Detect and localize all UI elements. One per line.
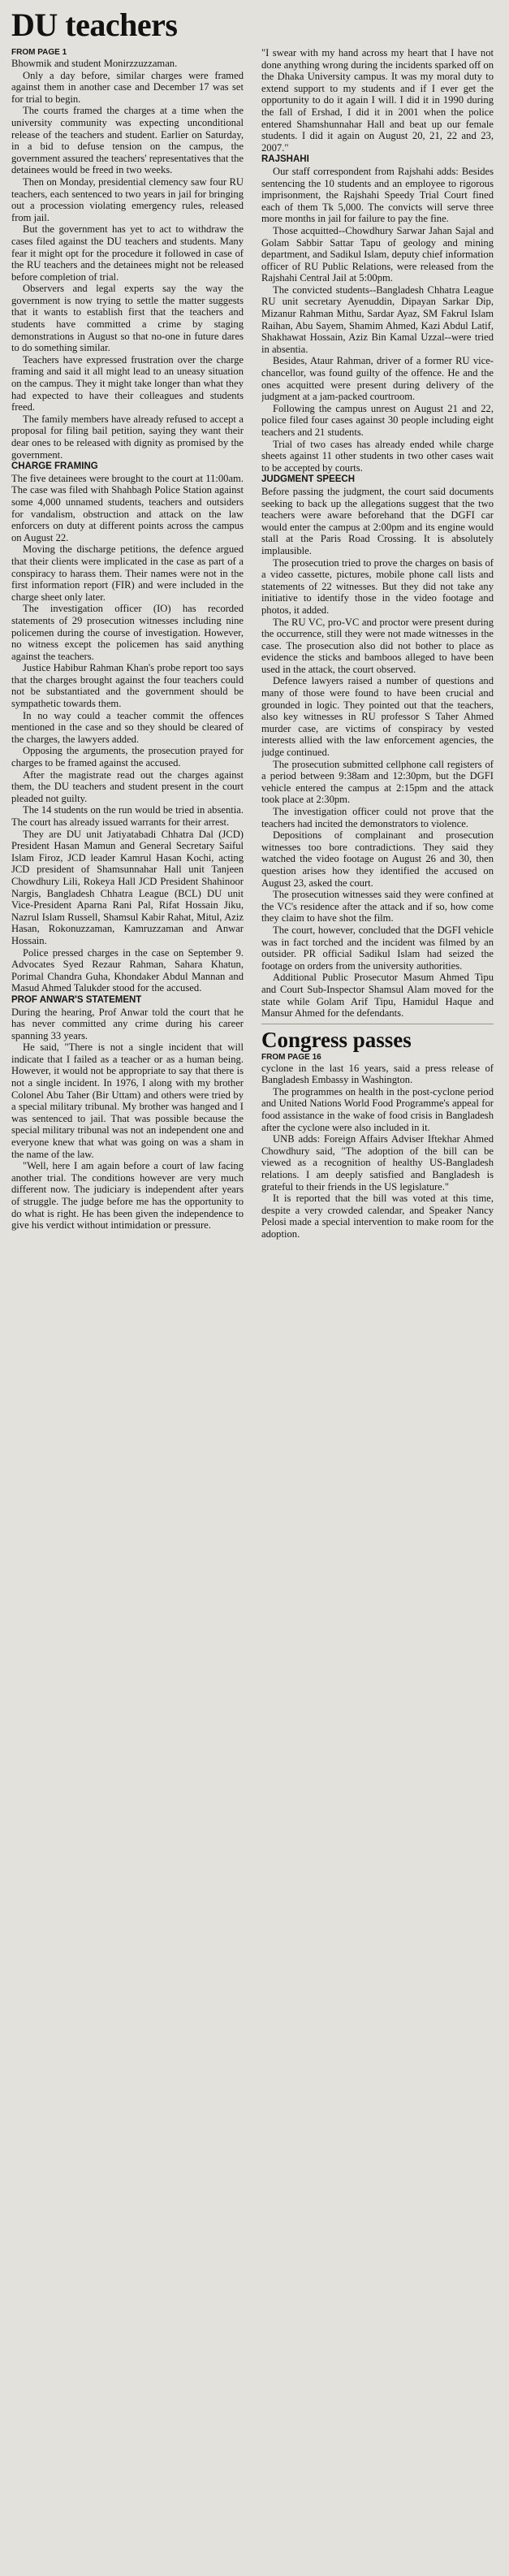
subhead-prof-anwar-statement: PROF ANWAR'S STATEMENT — [11, 994, 142, 1005]
body-paragraph: He said, "There is not a single incident that will indicate that I failed as a teacher or as a human being. However, it would not be appropriate to say that there is not a single incident. In 1976, I along with my brother Colonel Abu Taher (Bir Uttam) and others were tried by a special military tribunal. My brother was hanged and I was sentenced to jail. That was possible because the special military tribunal was not an independent one and everyone knew that what was going on was a sham in the name of the law. — [11, 1041, 244, 1160]
body-paragraph: In no way could a teacher commit the offences mentioned in the case and so they should be cleared of the charges, the lawyers added. — [11, 709, 244, 745]
body-paragraph: Only a day before, similar charges were framed against them in another case and December 17 was set for trial to begin. — [11, 69, 244, 105]
body-paragraph: They are DU unit Jatiyatabadi Chhatra Dal (JCD) President Hasan Mamun and General Secretary Saiful Islam Firoz, JCD leader Kamrul Hasan Kochi, acting JCD president of Shamsunnahar Hall unit Tanjeen Chowdhury Lili, Rokeya Hall JCD President Shahinoor Nargis, Bangladesh Chhatra League (BCL) DU unit Vice-President Aparna Rani Pal, Rifat Hossain Jiku, Nazrul Islam Russell, Shamsul Kabir Rahat, Mitul, Aziz Hasan, Rokonuzzaman, Kamruzzaman and Anwar Hossain. — [11, 828, 244, 946]
left-column — [11, 47, 244, 2570]
body-paragraph: But the government has yet to act to withdraw the cases filed against the DU teachers and students. Many fear it might opt for the procedure it followed in case of the RU teachers and the detainees might not be released before completion of trial. — [11, 223, 244, 283]
body-paragraph: cyclone in the last 16 years, said a press release of Bangladesh Embassy in Washington. — [261, 1062, 494, 1086]
body-paragraph: The five detainees were brought to the court at 11:00am. The case was filed with Shahbagh Police Station against some 4,000 unnamed students, teachers and outsiders for vandalism, obstruction and attack on the law enforcers on duty at different points across the campus on August 22. — [11, 472, 244, 543]
body-paragraph: It is reported that the bill was voted at this time, despite a very crowded calendar, and Speaker Nancy Pelosi made a special intervention to make room for the adoption. — [261, 1193, 494, 1240]
body-paragraph: "Well, here I am again before a court of law facing another trial. The conditions however are very much different now. The judiciary is independent after years of struggle. The judge before me has the opportunity to do what is right. He has been given the independence to give his verdict without intimidation or pressure. — [11, 1160, 244, 1232]
body-paragraph: Those acquitted--Chowdhury Sarwar Jahan Sajal and Golam Sabbir Sattar Tapu of geology and mining department, and Sadikul Islam, deputy chief information officer of RU Public Relations, were released from the Rajshahi Central Jail at 5:00pm. — [261, 224, 494, 284]
right-column — [261, 47, 494, 2570]
body-paragraph: "I swear with my hand across my heart that I have not done anything wrong during the incidents sparked off on the Dhaka University campus. It was my moral duty to extend support to my students and if I ever get the opportunity to do it again I will. I did it in 1990 during the fall of Ershad, I did it in 2001 when the police entered Shamshunnahar Hall and beat up our female students. I did it again on August 20, 21, 22 and 23, 2007." — [261, 47, 494, 154]
body-paragraph: Teachers have expressed frustration over the charge framing and said it all might lead to an uneasy situation on the campus. They it might take longer than what they had expected to have their colleagues and students freed. — [11, 353, 244, 413]
body-paragraph: Then on Monday, presidential clemency saw four RU teachers, each sentenced to two years in jail for bringing out a procession violating emergency rules, released from jail. — [11, 175, 244, 223]
body-paragraph: Moving the discharge petitions, the defence argued that their clients were implicated in the case as part of a conspiracy to harass them. Their names were not in the first information report (FIR) and were included in the charge sheet only later. — [11, 543, 244, 603]
body-paragraph: The programmes on health in the post-cyclone period and United Nations World Food Programme's appeal for food assistance in the wake of food crisis in Bangladesh after the cyclone were also included in it. — [261, 1085, 494, 1133]
body-paragraph: Before passing the judgment, the court said documents seeking to back up the allegations suggest that the two teachers were aware beforehand that the DGFI car would enter the campus at 2:00pm and its engine would stall at the Paris Road Crossing. It is absolutely implausible. — [261, 485, 494, 556]
body-paragraph: The convicted students--Bangladesh Chhatra League RU unit secretary Ayenuddin, Dipayan Sarkar Dip, Mizanur Rahman Mithu, Sardar Ayaz, SM Fakrul Islam Raihan, Abu Sayem, Shamim Ahmed, Kazi Abdul Latif, Shakhawat Hossain, Aziz Bin Kamal Uzzal--were tried in absentia. — [261, 284, 494, 355]
article-headline: DU teachers — [11, 6, 178, 43]
body-paragraph: Opposing the arguments, the prosecution prayed for charges to be framed against the accused. — [11, 745, 244, 769]
body-paragraph: UNB adds: Foreign Affairs Adviser Iftekhar Ahmed Chowdhury said, "The adoption of the bill can be viewed as a recognition of healthy US-Bangladesh relations. I am deeply satisfied and Bangladesh is grateful to their friends in the US legislature." — [261, 1133, 494, 1193]
body-paragraph: After the magistrate read out the charges against them, the DU teachers and student present in the court pleaded not guilty. — [11, 768, 244, 804]
lead-paragraph: Bhowmik and student Monirzzuzzaman. — [11, 58, 178, 69]
body-paragraph: The family members have already refused to accept a proposal for filing bail petition, saying they want their dear ones to be released with dignity as promised by the government. — [11, 413, 244, 461]
second-article-headline: Congress passes — [261, 1027, 412, 1052]
body-paragraph: The prosecution tried to prove the charges on basis of a video cassette, pictures, mobile phone call lists and statements of 22 witnesses. But they did not take any initiative to identify those in the video footage and photos, it added. — [261, 556, 494, 616]
body-paragraph: Observers and legal experts say the way the government is now trying to settle the matter suggests that it wants to establish first that the teachers and students have committed a crime by staging demonstrations in August so that no-one in future dares to do something similar. — [11, 283, 244, 354]
body-paragraph: Additional Public Prosecutor Masum Ahmed Tipu and Court Sub-Inspector Shamsul Alam moved for the state while Golam Arif Tipu, Hamidul Haque and Mansur Ahmed for the defendants. — [261, 972, 494, 1020]
body-paragraph: The RU VC, pro-VC and proctor were present during the occurrence, still they were not made witnesses in the case. The prosecution also did not bother to place as evidence the sticks and bamboos alleged to have been used in the attack, the court observed. — [261, 616, 494, 675]
body-paragraph: The courts framed the charges at a time when the university community was expecting unconditional release of the teachers and student. Earlier on Saturday, in a bid to defuse tension on the campus, the government assured the teachers' representatives that the detainees would be freed in two weeks. — [11, 105, 244, 176]
body-paragraph: Depositions of complainant and prosecution witnesses too bore contradictions. They said they watched the video footage on August 26 and 30, then question arises how they identified the accused on August 23, asked the court. — [261, 829, 494, 889]
body-paragraph: Police pressed charges in the case on September 9. Advocates Syed Rezaur Rahman, Sahara Khatun, Porimal Chandra Guha, Khondaker Abdul Mannan and Masud Ahmed Talukder stood for the accused. — [11, 946, 244, 994]
body-paragraph: Our staff correspondent from Rajshahi adds: Besides sentencing the 10 students and an employee to rigorous imprisonment, the Rajshahi Speedy Trial Court fined each of them Tk 5,000. The convicts will serve three more months in jail for failure to pay the fine. — [261, 165, 494, 225]
body-paragraph: The prosecution witnesses said they were confined at the VC's residence after the attack and if so, how come they claim to have shot the film. — [261, 889, 494, 924]
from-page-label: FROM PAGE 1 — [11, 48, 67, 57]
subhead-judgment-speech: JUDGMENT SPEECH — [261, 474, 356, 485]
body-paragraph: Following the campus unrest on August 21 and 22, police filed four cases against 30 people including eight teachers and 21 students. — [261, 402, 494, 438]
subhead-rajshahi: RAJSHAHI — [261, 154, 309, 165]
body-paragraph: Besides, Ataur Rahman, driver of a former RU vice-chancellor, was found guilty of the offence. He and the ones acquitted were present during delivery of the judgment at a jam-packed courtroom. — [261, 355, 494, 403]
second-from-page-label: FROM PAGE 16 — [261, 1052, 321, 1062]
body-paragraph: Trial of two cases has already ended while charge sheets against 11 other students in two other cases wait to be accepted by courts. — [261, 438, 494, 474]
body-paragraph: Justice Habibur Rahman Khan's probe report too says that the charges brought against the four teachers could not be substantiated and the government should be sympathetic towards them. — [11, 662, 244, 710]
body-paragraph: The investigation officer could not prove that the teachers had incited the demonstrators to violence. — [261, 806, 494, 829]
body-paragraph: The investigation officer (IO) has recorded statements of 29 prosecution witnesses including nine policemen during the course of investigation. However, no witness except the policemen has said anything against the teachers. — [11, 603, 244, 662]
body-paragraph: Defence lawyers raised a number of questions and many of those were found to have been crucial and grounded in logic. They pointed out that the teachers, also key witnesses in RU professor S Taher Ahmed murder case, are victims of conspiracy by vested interests allied with the law enforcement agencies, the judge continued. — [261, 675, 494, 759]
body-paragraph: The 14 students on the run would be tried in absentia. The court has already issued warrants for their arrest. — [11, 804, 244, 828]
body-paragraph: The court, however, concluded that the DGFI vehicle was in fact torched and the incident was filmed by an outsider. PR official Sadikul Islam had seized the footage on orders from the university authorities. — [261, 924, 494, 972]
body-paragraph: The prosecution submitted cellphone call registers of a period between 9:38am and 12:30pm, but the DGFI vehicle entered the campus at 2:15pm and the attack took place at 2:30pm. — [261, 758, 494, 806]
subhead-charge-framing: CHARGE FRAMING — [11, 461, 98, 472]
body-paragraph: During the hearing, Prof Anwar told the court that he has never committed any crime during his career spanning 33 years. — [11, 1006, 244, 1041]
